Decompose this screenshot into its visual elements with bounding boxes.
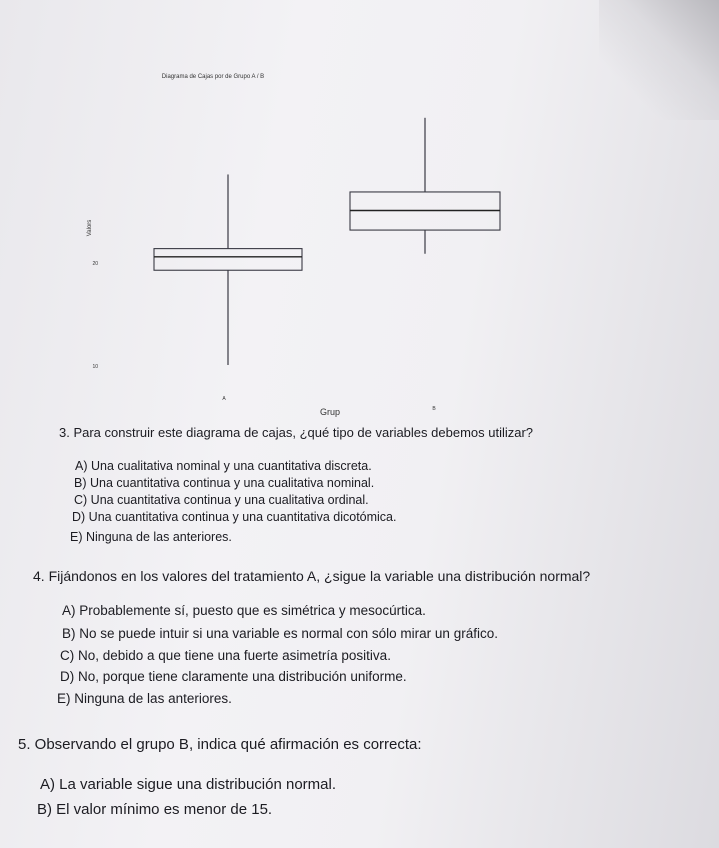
x-tick-label-B: B <box>432 406 436 412</box>
question-3-option: D) Una cuantitativa continua y una cuantitativa dicotómica. <box>72 510 397 524</box>
question-5-option: A) La variable sigue una distribución normal. <box>40 776 336 793</box>
box-A <box>154 249 302 271</box>
chart-title: Diagrama de Cajas por de Grupo A / B <box>161 74 265 80</box>
question-3-option: A) Una cualitativa nominal y una cuantitativa discreta. <box>75 459 372 473</box>
question-5-text: 5. Observando el grupo B, indica qué afirmación es correcta: <box>18 736 422 753</box>
question-4-option: A) Probablemente sí, puesto que es simétrica y mesocúrtica. <box>62 603 426 618</box>
question-3-text: 3. Para construir este diagrama de cajas, ¿qué tipo de variables debemos utilizar? <box>59 425 534 440</box>
question-3-option: C) Una cuantitativa continua y una cualitativa ordinal. <box>74 493 369 507</box>
box-plot-chart <box>0 0 719 420</box>
x-axis-label: Grup <box>319 407 341 417</box>
question-3-option: E) Ninguna de las anteriores. <box>70 530 232 544</box>
question-4-option: E) Ninguna de las anteriores. <box>57 691 232 706</box>
question-4-option: B) No se puede intuir si una variable es normal con sólo mirar un gráfico. <box>62 626 498 641</box>
y-axis-label: Valors <box>87 219 93 237</box>
x-tick-label-A: A <box>222 396 226 402</box>
question-3-option: B) Una cuantitativa continua y una cualitativa nominal. <box>74 476 375 490</box>
y-tick-label-20: 20 <box>92 261 98 267</box>
question-4-option: D) No, porque tiene claramente una distribución uniforme. <box>60 669 407 684</box>
question-4-text: 4. Fijándonos en los valores del tratamiento A, ¿sigue la variable una distribución normal? <box>33 568 591 584</box>
y-tick-label-10: 10 <box>92 364 98 370</box>
question-5-option: B) El valor mínimo es menor de 15. <box>37 801 273 818</box>
question-4-option: C) No, debido a que tiene una fuerte asimetría positiva. <box>60 648 391 663</box>
